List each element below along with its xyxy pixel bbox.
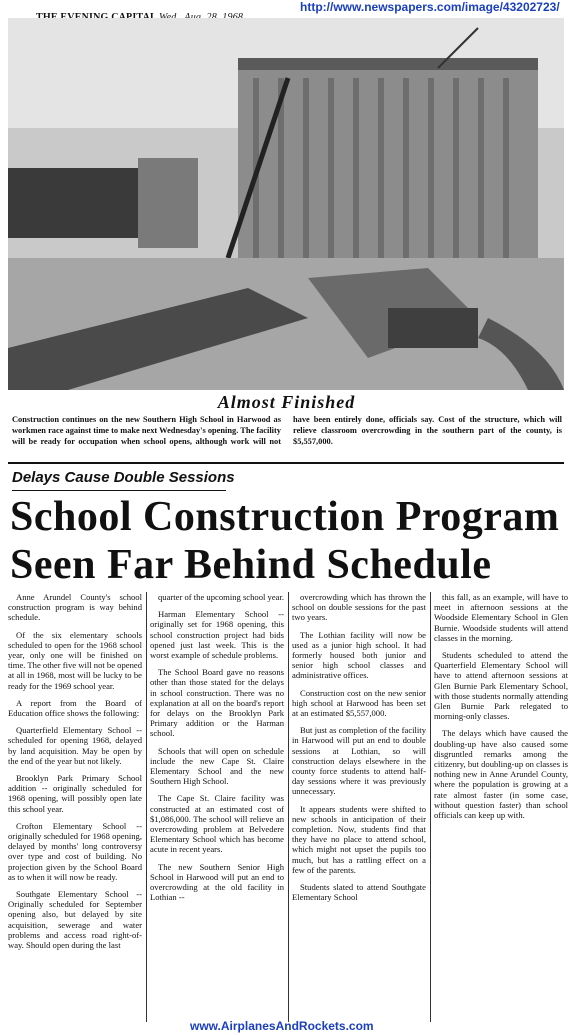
paragraph: Students slated to attend Southgate Elementary School [292, 882, 426, 903]
construction-photo [8, 18, 564, 390]
article-body [8, 592, 570, 1022]
paragraph: The School Board gave no reasons other than those stated for the delays in school construction. There was no explanation at all on the board's report for delays on the Brooklyn Park Primary addition or the Harman school. [150, 667, 284, 739]
paragraph: The new Southern Senior High School in Harwood will put an end to overcrowding at the old facility in Lothian -- [150, 861, 284, 903]
article-column-1 [8, 592, 142, 1022]
section-divider [8, 462, 564, 464]
photo-caption: Construction continues on the new Southern High School in Harwood as workmen race against time to make next Wednesday's opening. The facility will be ready for occupation when school opens, although work will not have been entirely done, officials say. Cost of the structure, which will relieve classroom overcrowding in the southern part of the county, is $5,557,000. [12, 415, 562, 446]
column-rule [288, 592, 289, 1022]
paragraph: The Cape St. Claire facility was constructed at an estimated cost of $1,086,000. The school will relieve an overcrowding problem at Belvedere Elementary School which has become acute in recent years. [150, 793, 284, 855]
paragraph: The delays which have caused the doubling-up have also caused some disgruntled remarks among the citizenry, but doubling-up on classes is nothing new in Anne Arundel County, where the population is growing at a rate almost faster (in some case, without question faster) than school officials can keep up with. [434, 728, 568, 821]
paragraph: Anne Arundel County's school construction program is way behind schedule. [8, 592, 142, 623]
column-rule [146, 592, 147, 1022]
headline-line-2: Seen Far Behind Schedule [10, 542, 492, 588]
paragraph: overcrowding which has thrown the school on double sessions for the past two years. [292, 592, 426, 623]
kicker-underline [12, 490, 226, 491]
paragraph: quarter of the upcoming school year. [158, 592, 284, 602]
article-column-4 [434, 592, 568, 1022]
paragraph: Harman Elementary School -- originally set for 1968 opening, this school construction project had bids opened just last week. This is the worst example of schedule problems. [150, 609, 284, 661]
paragraph: Of the six elementary schools scheduled to open for the 1968 school year, only one will be finished on time. The other five will not be opened at all in 1968, most will be lucky to be ready for the 1969 school year. [8, 629, 142, 691]
paragraph: Quarterfield Elementary School -- scheduled for opening 1968, delayed by land acquisition. May be open by the end of the year but not likely. [8, 725, 142, 766]
paragraph: Students scheduled to attend the Quarterfield Elementary School will have to attend afternoon sessions at Glen Burnie Park Elementary School, with those students normally attending Glen Burnie Park relegated to morning-only classes. [434, 650, 568, 722]
article-column-2 [150, 592, 284, 1022]
source-link-bottom[interactable]: www.AirplanesAndRockets.com [190, 1019, 374, 1033]
paragraph: Construction cost on the new senior high school at Harwood has been set at an estimated $5,557,000. [292, 687, 426, 719]
photo-caption-title: Almost Finished [217, 392, 356, 412]
paragraph: But just as completion of the facility in Harwood will put an end to double sessions at Lothian, so will construction delays elsewhere in the county force students to attend half-day sessions where it was previously unnecessary. [292, 725, 426, 797]
paragraph: this fall, as an example, will have to meet in afternoon sessions at the Woodside Elementary School in Glen Burnie. Woodside students will attend classes in the morning. [434, 592, 568, 643]
paragraph: Crofton Elementary School -- originally scheduled for 1968 opening, delayed by months' long controversy over type and cost of building. No projection given by the School Board as to when it will now be ready. [8, 820, 142, 882]
kicker-headline: Delays Cause Double Sessions [12, 469, 235, 486]
column-rule [430, 592, 431, 1022]
headline-line-1: School Construction Program [10, 494, 560, 540]
source-link-top[interactable]: http://www.newspapers.com/image/43202723/ [300, 0, 560, 14]
article-column-3 [292, 592, 426, 1022]
paragraph: Southgate Elementary School -- Originally scheduled for September opening also, but delayed by site acquisition, sewerage and water problems and access road right-of-way. Should open during the last [8, 889, 142, 951]
paragraph: Schools that will open on schedule include the new Cape St. Claire Elementary School and the new Southern High School. [150, 745, 284, 787]
paragraph: A report from the Board of Education office shows the following: [8, 697, 142, 719]
paragraph: The Lothian facility will now be used as a junior high school. It had formerly housed both junior and senior high school classes and administrative offices. [292, 629, 426, 681]
paragraph: It appears students were shifted to new schools in anticipation of their completion. Now, students find that they have no place to attend school, which might not upset the pupils too much, but has a rattling effect on a few of the parents. [292, 803, 426, 875]
paragraph: Brooklyn Park Primary School addition -- originally scheduled for 1968 opening, will possibly open late this school year. [8, 773, 142, 814]
